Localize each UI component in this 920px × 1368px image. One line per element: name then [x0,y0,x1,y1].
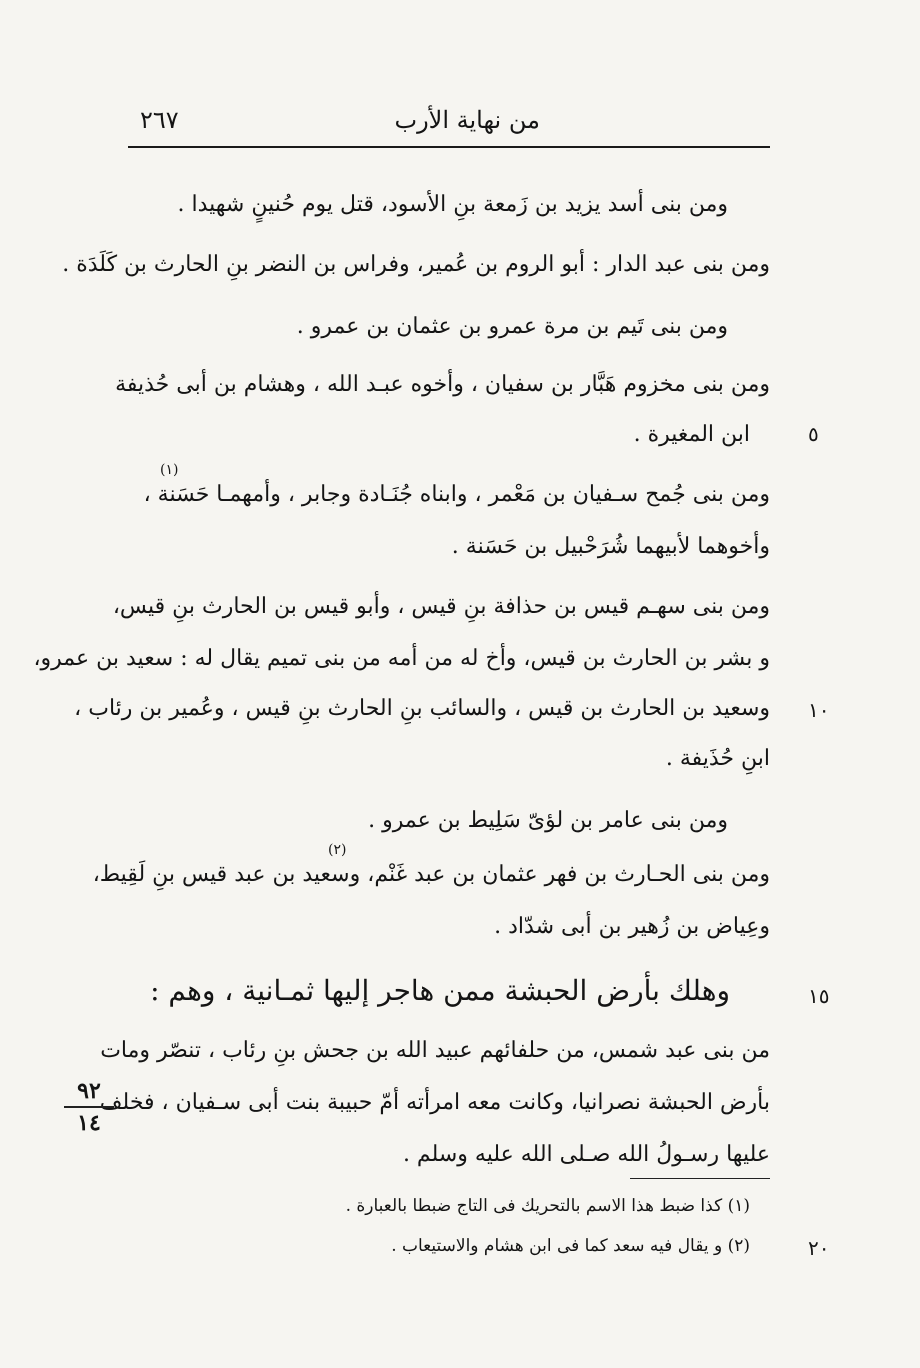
section-heading: وهلك بأرض الحبشة ممن هاجر إليها ثمـانية ، وهم : [150,974,730,1007]
text-line-6: ومن بنى جُمح سـفيان بن مَعْمر ، وابناه جُنَـادة وجابر ، وأمهمـا حَسَنة ، [143,482,770,507]
text-line-5: ابن المغيرة . [633,422,750,447]
folio-top: ٩٢ [77,1078,101,1104]
footnote-2: (٢) و يقال فيه سعد كما فى ابن هشام والاستيعاب . [391,1236,750,1256]
text-line-16: من بنى عبد شمس، من حلفائهم عبيد الله بن جحش بنِ رئاب ، تنصّر ومات [100,1038,770,1063]
text-line-18: عليها رسـولُ الله صـلى الله عليه وسلم . [402,1142,770,1167]
text-line-7: وأخوهما لأبيهما شُرَحْبيل بن حَسَنة . [451,534,770,559]
text-line-10: وسعيد بن الحارث بن قيس ، والسائب بنِ الحارث بنِ قيس ، وعُمير بن رئاب ، [74,696,770,721]
text-line-17: بأرض الحبشة نصرانيا، وكانت معه امرأته أمّ حبيبة بنت أبى سـفيان ، فخلف [99,1090,770,1115]
footnote-rule [630,1178,770,1179]
text-line-1: ومن بنى أسد يزيد بن زَمعة بنِ الأسود، قتل يوم حُنينٍ شهيدا . [177,192,728,217]
running-title: من نهاية الأرب [394,106,540,134]
text-line-9: و بشر بن الحارث بن قيس، وأخ له من أمه من بنى تميم يقال له : سعيد بن عمرو، [33,646,770,671]
folio-bottom: ١٤ [77,1110,101,1136]
text-line-11: ابنِ حُذَيفة . [665,746,770,771]
line-number-15: ١٥ [808,984,830,1008]
footnote-1: (١) كذا ضبط هذا الاسم بالتحريك فى التاج ضبطا بالعبارة . [345,1196,750,1216]
text-line-3: ومن بنى تَيم بن مرة عمرو بن عثمان بن عمرو . [296,314,728,339]
folio-divider [64,1106,114,1108]
page-number: ٢٦٧ [140,106,179,134]
line-number-5: ٥ [808,422,819,446]
text-line-4: ومن بنى مخزوم هَبَّار بن سفيان ، وأخوه عبـد الله ، وهشام بن أبى حُذيفة [115,372,770,397]
footnote-ref-2: (٢) [328,842,347,858]
text-line-13: ومن بنى الحـارث بن فهر عثمان بن عبد غَنْم، وسعيد بن عبد قيس بنِ لَقِيط، [92,862,770,887]
text-line-8: ومن بنى سهـم قيس بن حذافة بنِ قيس ، وأبو قيس بن الحارث بنِ قيس، [112,594,770,619]
footnote-ref-1: (١) [160,462,179,478]
text-line-14: وعِياض بن زُهير بن أبى شدّاد . [494,914,770,939]
text-line-2: ومن بنى عبد الدار : أبو الروم بن عُمير، وفراس بن النضر بنِ الحارث بن كَلَدَة . [62,252,770,277]
line-number-10: ١٠ [808,698,830,722]
text-line-12: ومن بنى عامر بن لؤىّ سَلِيط بن عمرو . [368,808,728,833]
line-number-20: ٢٠ [808,1236,830,1260]
page-header [128,100,770,148]
